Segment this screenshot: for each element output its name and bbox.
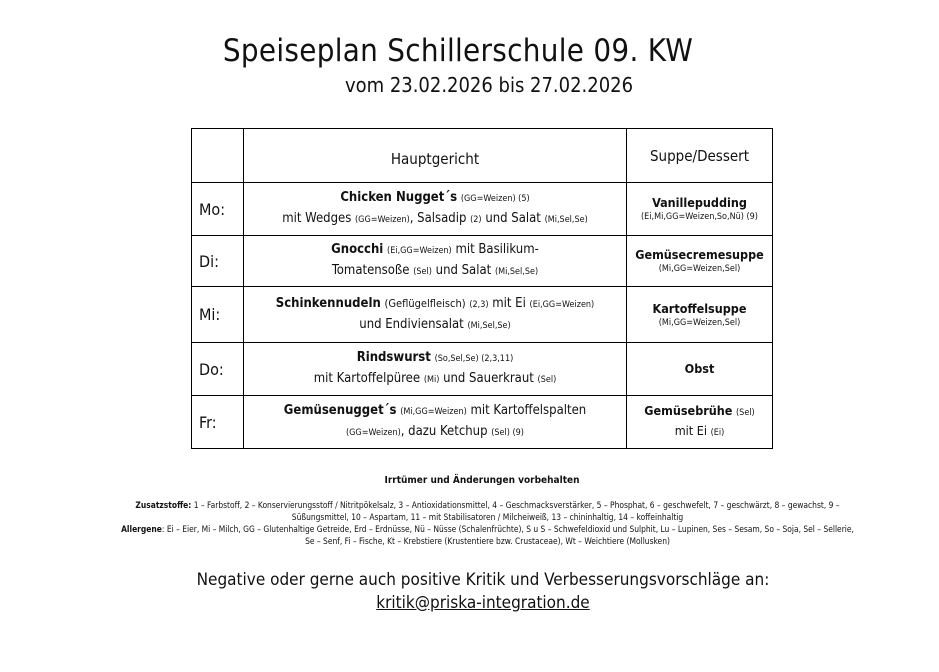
allergen-tag: (So,Sel,Se) (2,3,11) bbox=[434, 354, 514, 364]
table-row bbox=[192, 236, 773, 287]
main-course-cell bbox=[244, 343, 627, 396]
allergen-tag: (Mi,GG=Weizen) bbox=[400, 407, 467, 417]
dessert-name: Obst bbox=[684, 361, 715, 376]
feedback-email-link[interactable]: kritik@priska-integration.de bbox=[376, 593, 590, 613]
soup-name: Kartoffelsuppe bbox=[652, 300, 747, 316]
main-course-cell bbox=[244, 236, 627, 287]
allergens-text: : Ei – Eier, Mi – Milch, GG – Glutenhaltige Getreide, Erd – Erdnüsse, Nü – Nüsse (Schalenfrüchte), S u S – Schwefeldioxid und Sulphit, Lu – Lupinen, Ses – Sesam, So – Soja, Sel – Sellerie, Se – Senf, Fi – Fische, Kt – Krebstiere (Krustentiere bzw. Crustaceae), Wt – Weichtiere (Mollusken) bbox=[161, 524, 854, 546]
day-label: Mi: bbox=[192, 287, 244, 343]
soup-dessert-cell bbox=[627, 396, 773, 449]
dish-name: Gemüsenugget´s bbox=[283, 403, 397, 418]
menu-table bbox=[191, 128, 773, 449]
allergen-tag: (Sel) bbox=[537, 375, 557, 385]
disclaimer-notice: Irrtümer und Änderungen vorbehalten bbox=[384, 475, 580, 486]
soup-name: Gemüsecremesuppe bbox=[635, 247, 764, 262]
feedback-text: Negative oder gerne auch positive Kritik und Verbesserungsvorschläge an: bbox=[196, 570, 770, 590]
main-course-cell bbox=[244, 287, 627, 343]
allergen-tag: (2,3) bbox=[469, 299, 489, 310]
dish-text: und Sauerkraut bbox=[443, 371, 534, 386]
header-soup-dessert: Suppe/Dessert bbox=[627, 129, 773, 183]
table-row bbox=[192, 396, 773, 449]
soup-extra: mit Ei bbox=[674, 423, 708, 438]
dish-text: , Salsadip bbox=[409, 211, 467, 226]
soup-dessert-cell bbox=[627, 183, 773, 236]
dessert-name: Vanillepudding bbox=[652, 195, 747, 210]
allergen-tag: (GG=Weizen) (5) bbox=[460, 194, 530, 204]
dish-name: Rindswurst bbox=[356, 350, 431, 365]
table-row bbox=[192, 287, 773, 343]
allergen-tag: (Ei) bbox=[710, 428, 725, 438]
page-title: Speiseplan Schillerschule 09. KW bbox=[222, 33, 694, 69]
allergen-tag: (Mi,Sel,Se) bbox=[544, 215, 588, 225]
day-label: Do: bbox=[192, 343, 244, 396]
allergen-tag: (GG=Weizen) bbox=[346, 428, 401, 438]
feedback-section bbox=[0, 569, 939, 615]
dish-text: (Geflügelfleisch) bbox=[384, 296, 466, 310]
soup-dessert-cell bbox=[627, 236, 773, 287]
table-header-row bbox=[192, 129, 773, 183]
dish-text: und Salat bbox=[435, 263, 492, 278]
dish-text: , dazu Ketchup bbox=[400, 424, 488, 439]
dish-text: mit Ei bbox=[492, 295, 526, 311]
dish-text: mit Kartoffelpüree bbox=[313, 371, 421, 386]
allergens-label: Allergene bbox=[121, 524, 162, 534]
allergen-tag: (Mi) bbox=[423, 375, 440, 385]
soup-dessert-cell bbox=[627, 287, 773, 343]
allergen-tag: (Sel) bbox=[413, 267, 432, 277]
allergen-tag: (2) bbox=[470, 215, 482, 225]
allergen-tag: (Mi,GG=Weizen,Sel) bbox=[658, 317, 741, 328]
table-row bbox=[192, 183, 773, 236]
allergen-tag: (Mi,Sel,Se) bbox=[467, 320, 511, 331]
date-range: vom 23.02.2026 bis 27.02.2026 bbox=[344, 73, 634, 97]
allergen-tag: (Mi,GG=Weizen,Sel) bbox=[658, 264, 741, 274]
dish-name: Schinkennudeln bbox=[275, 295, 381, 311]
allergen-tag: (Ei,GG=Weizen) bbox=[387, 246, 452, 256]
main-course-cell bbox=[244, 183, 627, 236]
allergen-tag: (Sel) bbox=[736, 408, 755, 418]
soup-dessert-cell bbox=[627, 343, 773, 396]
dish-name: Gnocchi bbox=[331, 242, 384, 257]
allergen-tag: (Sel) (9) bbox=[491, 428, 524, 438]
allergen-tag: (Ei,GG=Weizen) bbox=[529, 299, 595, 310]
day-label: Fr: bbox=[192, 396, 244, 449]
day-label: Mo: bbox=[192, 183, 244, 236]
allergen-tag: (GG=Weizen) bbox=[355, 215, 410, 225]
additives-label: Zusatzstoffe: bbox=[135, 500, 192, 510]
header-main-course: Hauptgericht bbox=[244, 129, 627, 183]
dish-text: und Endiviensalat bbox=[359, 316, 464, 332]
day-label: Di: bbox=[192, 236, 244, 287]
main-course-cell bbox=[244, 396, 627, 449]
allergen-tag: (Mi,Sel,Se) bbox=[494, 267, 539, 277]
dish-text: mit Wedges bbox=[282, 211, 352, 226]
dish-text: Tomatensoße bbox=[331, 263, 410, 278]
dish-name: Chicken Nugget´s bbox=[340, 190, 458, 205]
additives-text: 1 – Farbstoff, 2 – Konservierungsstoff / Nitritpökelsalz, 3 – Antioxidationsmittel, 4 – Geschmacksverstärker, 5 – Phosphat, 6 – geschwefelt, 7 – geschwärzt, 8 – gewachst, 9 – Süßungsmittel, 10 – Aspartam, 11 – mit Stabilisatoren / Milcheiweiß, 13 – chininhaltig, 14 – koffeinhaltig bbox=[193, 500, 840, 522]
allergen-tag: (Ei,Mi,GG=Weizen,So,Nü) (9) bbox=[641, 212, 758, 222]
soup-name: Gemüsebrühe bbox=[644, 403, 733, 418]
header-day-cell bbox=[192, 129, 244, 183]
dish-text: mit Basilikum- bbox=[455, 242, 539, 257]
dish-text: und Salat bbox=[485, 211, 541, 226]
dish-text: mit Kartoffelspalten bbox=[470, 403, 587, 418]
table-row bbox=[192, 343, 773, 396]
additives-allergens-legend bbox=[120, 499, 855, 547]
